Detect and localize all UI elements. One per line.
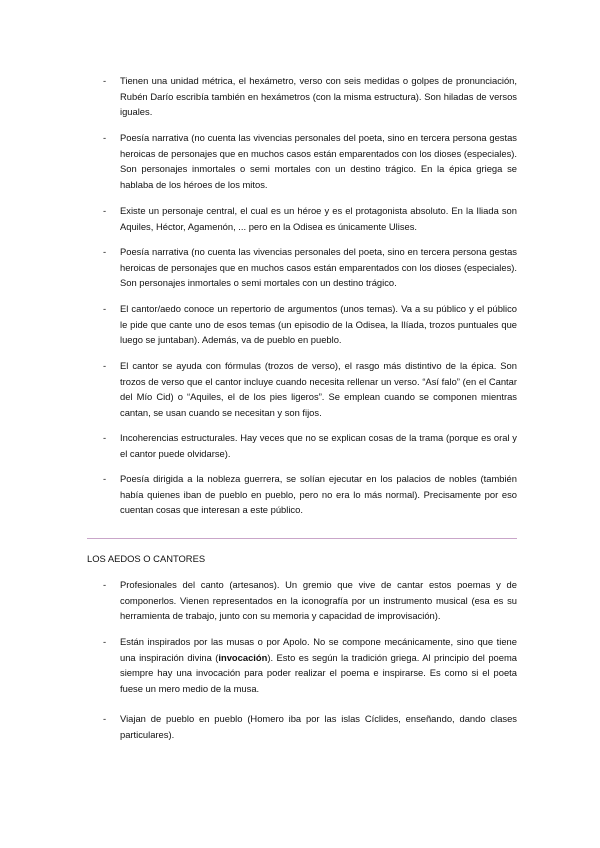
list-item (103, 244, 517, 291)
list-item (103, 430, 517, 461)
item-text: Poesía narrativa (no cuenta las vivencias personales del poeta, sino en tercera persona gestas heroicas de personajes que en muchos casos están emparentados con los dioses (especiales). Son personajes inmortales o semi mortales con un destino trágico. (120, 246, 517, 289)
item-text: Viajan de pueblo en pueblo (Homero iba por las islas Cíclides, enseñando, dando clases particulares). (120, 713, 517, 740)
bullet-dash: - (103, 360, 107, 371)
list-item (103, 358, 517, 420)
item-text: Existe un personaje central, el cual es un héroe y es el protagonista absoluto. En la Iliada son Aquiles, Héctor, Agamenón, ... pero en la Odisea es únicamente Ulises. (120, 205, 517, 232)
item-text: Incoherencias estructurales. Hay veces que no se explican cosas de la trama (porque es oral y el cantor puede olvidarse). (120, 432, 517, 459)
list-item (103, 711, 517, 742)
list-item (103, 634, 517, 696)
bullet-dash: - (103, 713, 107, 724)
section-heading: LOS AEDOS O CANTORES (87, 553, 206, 564)
item-text: Poesía dirigida a la nobleza guerrera, se solían ejecutar en los palacios de nobles (también había quienes iban de pueblo en pueblo, pero no era lo más normal). Precisamente por eso cuentan cosas que interesan a este público. (120, 473, 517, 516)
item-text: Tienen una unidad métrica, el hexámetro, verso con seis medidas o golpes de pronunciación, Rubén Darío escribía también en hexámetros (con la misma estructura). Son hiladas de versos iguales. (120, 75, 517, 118)
bullet-dash: - (103, 132, 107, 143)
item-text: El cantor se ayuda con fórmulas (trozos de verso), el rasgo más distintivo de la épica. Son trozos de verso que el cantor incluye cuando necesita rellenar un verso. “Así falo” (en el Cantar del Mío Cid) o “Aquiles, el de los pies ligeros”. Se emplean cuando se componen mientras cantan, se usan cuando se necesitan y son fijos. (120, 360, 517, 418)
list-item (103, 203, 517, 234)
bullet-dash: - (103, 246, 107, 257)
item-text-bold: invocación (218, 651, 268, 663)
section-divider (87, 538, 517, 539)
list-item (103, 73, 517, 120)
item-text: El cantor/aedo conoce un repertorio de argumentos (unos temas). Va a su público y el público le pide que cante uno de esos temas (un episodio de la Odisea, la Ilíada, trozos puntuales que luego se juntaban). Además, va de pueblo en pueblo. (120, 303, 517, 346)
list-item (103, 301, 517, 348)
list-item (103, 577, 517, 624)
bullet-dash: - (103, 75, 107, 86)
item-text: Poesía narrativa (no cuenta las vivencias personales del poeta, sino en tercera persona gestas heroicas de personajes que en muchos casos están emparentados con los dioses (especiales). Son personajes inmortales o semi mortales con un destino trágico. En la épica griega se hablaba de los héroes de los mitos. (120, 132, 517, 190)
item-text-before: Están inspirados por las musas o por Apolo. No se compone mecánicamente, sino que tiene una inspiración divina ( (120, 636, 517, 663)
bullet-dash: - (103, 432, 107, 443)
item-text-after: ). Esto es según la tradición griega. Al principio del poema siempre hay una invocación para poder realizar el poema e inspirarse. Es como si el poeta fuese un mero medio de la musa. (120, 651, 517, 694)
item-text: Profesionales del canto (artesanos). Un gremio que vive de cantar estos poemas y de componerlos. Vienen representados en la iconografía por un instrumento musical (esa es su herramienta de trabajo, junto con su memoria y capacidad de improvisación). (120, 579, 517, 622)
bullet-dash: - (103, 636, 107, 647)
bullet-dash: - (103, 205, 107, 216)
bullet-dash: - (103, 303, 107, 314)
bullet-dash: - (103, 473, 107, 484)
bullet-dash: - (103, 579, 107, 590)
list-item (103, 130, 517, 192)
list-item (103, 471, 517, 518)
